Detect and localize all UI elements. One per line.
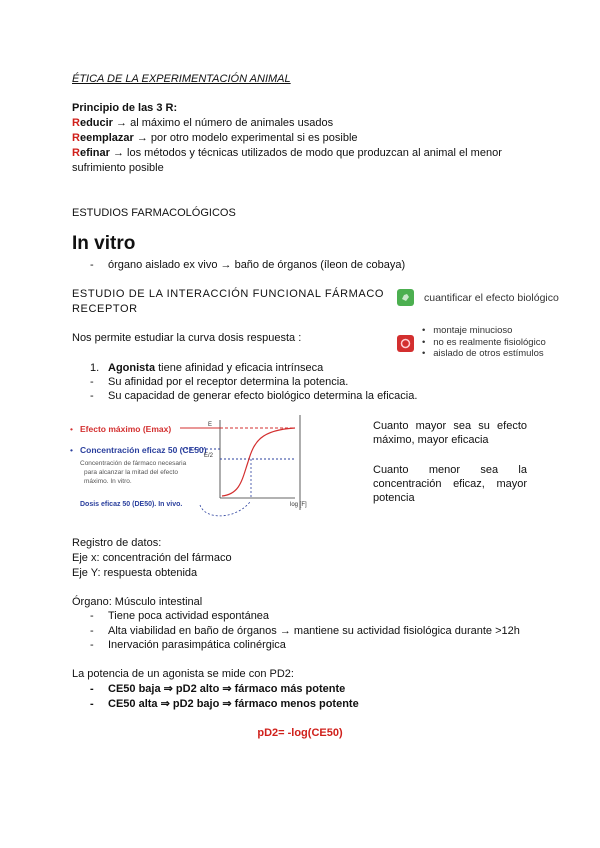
list-item: • aislado de otros estímulos [422, 348, 544, 359]
axis-top-label: E [208, 422, 213, 428]
agonist-sub-bullet: - [90, 390, 94, 402]
organo-title: Órgano: Músculo intestinal [72, 596, 203, 608]
r-item-reducir: Reducir → al máximo el número de animales usados [72, 117, 334, 129]
registro-title: Registro de datos: [72, 537, 162, 549]
ce50-desc: para alcanzar la mitad del efecto [84, 469, 178, 476]
r-item-reemplazar: Reemplazar → por otro modelo experimental si es posible [72, 132, 358, 144]
ce50-bullet: • [70, 445, 73, 455]
pd2-formula: pD2= -log(CE50) [257, 727, 343, 739]
agonist-line: Agonista tiene afinidad y eficacia intrínseca [108, 362, 324, 374]
eje-x: Eje x: concentración del fármaco [72, 552, 232, 564]
list-item: • montaje minucioso [422, 325, 513, 336]
emax-label: Efecto máximo (Emax) [80, 424, 172, 434]
pd2-item: CE50 baja ⇒ pD2 alto ⇒ fármaco más potente [108, 683, 346, 695]
principle-heading: Principio de las 3 R: [72, 102, 178, 114]
red-note-icon[interactable] [397, 335, 414, 352]
organo-item: Inervación parasimpática colinérgica [108, 639, 286, 651]
red-note-list [422, 325, 546, 360]
invitro-bullet: - [90, 259, 94, 271]
figure-caption-potency: Cuanto menor sea la concentración eficaz, mayor potencia [373, 464, 527, 504]
ce50-desc: Concentración de fármaco necesaria [80, 460, 187, 467]
invitro-item: órgano aislado ex vivo → baño de órganos (íleon de cobaya) [108, 259, 406, 271]
r-item-refinar: Refinar → los métodos y técnicas utilizados de modo que produzcan al animal el menor [72, 147, 502, 159]
invitro-heading: In vitro [72, 233, 136, 254]
dose-label: Dosis eficaz 50 (DE50). In vivo. [80, 501, 183, 508]
axis-x-label: log [F] [290, 502, 307, 508]
curve-text: Nos permite estudiar la curva dosis respuesta : [72, 332, 302, 344]
r-item-continuation: sufrimiento posible [72, 162, 164, 174]
dose-response-curve [222, 428, 295, 496]
agonist-subitem: Su afinidad por el receptor determina la potencia. [108, 376, 349, 388]
organo-item: Tiene poca actividad espontánea [108, 610, 270, 622]
organo-bullet: - [90, 625, 94, 637]
agonist-number: 1. [90, 362, 100, 374]
dose-response-figure [70, 410, 370, 525]
ce50-desc: máximo. In vitro. [84, 478, 132, 485]
axis-mid-label: E/2 [204, 453, 214, 459]
study-line2: RECEPTOR [72, 303, 138, 315]
pd2-bullet: - [90, 683, 94, 695]
organo-item: Alta viabilidad en baño de órganos → mantiene su actividad fisiológica durante >12h [108, 625, 520, 637]
list-item: • no es realmente fisiológico [422, 336, 546, 348]
pharma-studies-title: ESTUDIOS FARMACOLÓGICOS [72, 207, 236, 219]
figure-caption-efficacy: Cuanto mayor sea su efecto máximo, mayor eficacia [373, 420, 527, 446]
study-line1: ESTUDIO DE LA INTERACCIÓN FUNCIONAL FÁRMACO [72, 288, 385, 300]
emax-bullet: • [70, 424, 73, 434]
organo-bullet: - [90, 610, 94, 622]
green-note-icon[interactable] [397, 289, 414, 306]
pd2-bullet: - [90, 698, 94, 710]
eje-y: Eje Y: respuesta obtenida [72, 567, 198, 579]
pd2-item: CE50 alta ⇒ pD2 bajo ⇒ fármaco menos potente [108, 698, 359, 710]
ce50-label: Concentración eficaz 50 (CE50) [80, 445, 207, 455]
dose-pointer [200, 502, 250, 516]
green-note-text: cuantificar el efecto biológico [424, 292, 559, 304]
agonist-sub-bullet: - [90, 376, 94, 388]
ethics-title: ÉTICA DE LA EXPERIMENTACIÓN ANIMAL [72, 73, 291, 85]
potencia-title: La potencia de un agonista se mide con PD2: [72, 668, 294, 680]
organo-bullet: - [90, 639, 94, 651]
agonist-subitem: Su capacidad de generar efecto biológico determina la eficacia. [108, 390, 418, 402]
